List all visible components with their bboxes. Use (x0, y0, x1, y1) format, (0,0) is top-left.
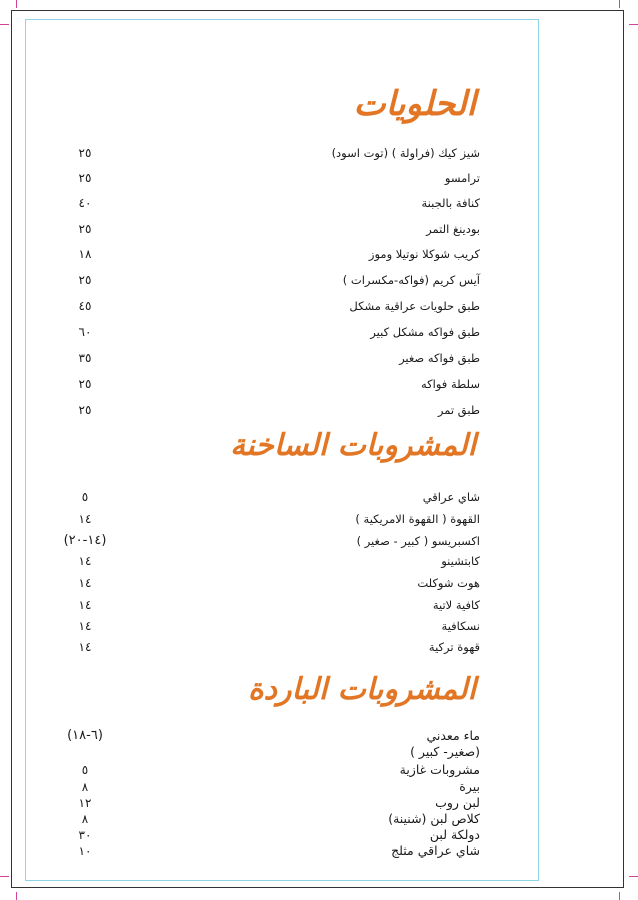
list-item (55, 575, 480, 595)
item-price: (١٤-٢٠) (63, 533, 107, 548)
item-name: كنافة بالجبنة (421, 196, 480, 210)
item-price: ١٤ (78, 512, 92, 526)
list-item (55, 597, 480, 617)
list-item (55, 324, 480, 344)
list-item (55, 744, 480, 764)
list-item (55, 246, 480, 266)
list-item (55, 402, 480, 422)
list-item (55, 511, 480, 531)
item-price: ٥ (81, 763, 89, 777)
crop-mark (16, 892, 17, 900)
list-item (55, 350, 480, 370)
list-item (55, 195, 480, 215)
item-price: ١٠ (78, 844, 92, 858)
item-price: ١٢ (78, 796, 92, 810)
item-name: دولكة لبن (429, 827, 480, 842)
item-price: ٨ (81, 780, 89, 794)
item-name: لبن روب (435, 795, 480, 810)
list-item (55, 272, 480, 292)
crop-mark (0, 24, 9, 25)
item-name: شاي عراقي (422, 490, 480, 504)
item-name: نسكافية (441, 619, 480, 633)
item-name: كريب شوكلا نوتيلا وموز (368, 247, 480, 261)
item-price: ١٤ (78, 619, 92, 633)
list-item (55, 843, 480, 863)
section-title-cold-drinks: المشروبات الباردة (247, 672, 476, 707)
item-name: كافية لاتية (432, 598, 480, 612)
item-name: كابتشينو (441, 554, 480, 568)
item-name: القهوة ( القهوة الامريكية ) (355, 512, 480, 526)
crop-mark (619, 0, 620, 8)
item-price: ٢٥ (78, 171, 92, 185)
item-name: طبق فواكه مشكل كبير (370, 325, 480, 339)
section-title-hot-drinks: المشروبات الساخنة (230, 428, 476, 463)
list-item (55, 376, 480, 396)
item-name: شيز كيك (فراولة ) (توت اسود) (331, 146, 480, 160)
item-name: شاي عراقي مثلج (391, 843, 480, 858)
item-name: بودينغ التمر (426, 222, 480, 236)
list-item (55, 618, 480, 638)
crop-mark (629, 876, 638, 877)
item-price: ١٤ (78, 598, 92, 612)
list-item (55, 221, 480, 241)
item-price: ٢٥ (78, 377, 92, 391)
crop-mark (0, 876, 9, 877)
list-item (55, 533, 480, 553)
item-name: قهوة تركية (428, 640, 480, 654)
item-name: طبق تمر (437, 403, 480, 417)
item-name: هوت شوكلت (417, 576, 480, 590)
item-price: ١٤ (78, 640, 92, 654)
item-price: ٥ (81, 490, 89, 504)
item-price: ١٨ (78, 247, 92, 261)
crop-mark (629, 24, 638, 25)
list-item (55, 553, 480, 573)
item-name: آيس كريم (فواكه-مكسرات ) (342, 273, 480, 287)
item-price: ٢٥ (78, 222, 92, 236)
item-price: ٦٠ (78, 325, 92, 339)
item-name: مشروبات غازية (399, 762, 480, 777)
item-name: اكسبريسو ( كبير - صغير ) (356, 534, 480, 548)
list-item (55, 489, 480, 509)
item-price: ٤٥ (78, 299, 92, 313)
item-price: ٣٥ (78, 351, 92, 365)
list-item (55, 639, 480, 659)
item-name: كلاص لبن (شنينة) (388, 811, 480, 826)
item-name: سلطة فواكه (421, 377, 480, 391)
item-price: ٢٥ (78, 403, 92, 417)
item-name: طبق فواكه صغير (399, 351, 480, 365)
item-price: ٢٥ (78, 146, 92, 160)
item-name: طبق حلويات عراقية مشكل (349, 299, 480, 313)
item-name: ترامسو (444, 171, 480, 185)
item-price: ٢٥ (78, 273, 92, 287)
item-name: ماء معدني (426, 728, 480, 743)
item-price: ٤٠ (78, 196, 92, 210)
list-item (55, 145, 480, 165)
crop-mark (16, 0, 17, 8)
item-price: ١٤ (78, 576, 92, 590)
list-item (55, 298, 480, 318)
item-price: (٦-١٨) (67, 728, 103, 743)
item-name: بيرة (459, 779, 480, 794)
item-price: ٨ (81, 812, 89, 826)
crop-mark (619, 892, 620, 900)
item-price: ٣٠ (78, 828, 92, 842)
item-name: (صغير- كبير ) (410, 744, 480, 759)
item-price: ١٤ (78, 554, 92, 568)
list-item (55, 170, 480, 190)
section-title-desserts: الحلويات (353, 84, 476, 124)
